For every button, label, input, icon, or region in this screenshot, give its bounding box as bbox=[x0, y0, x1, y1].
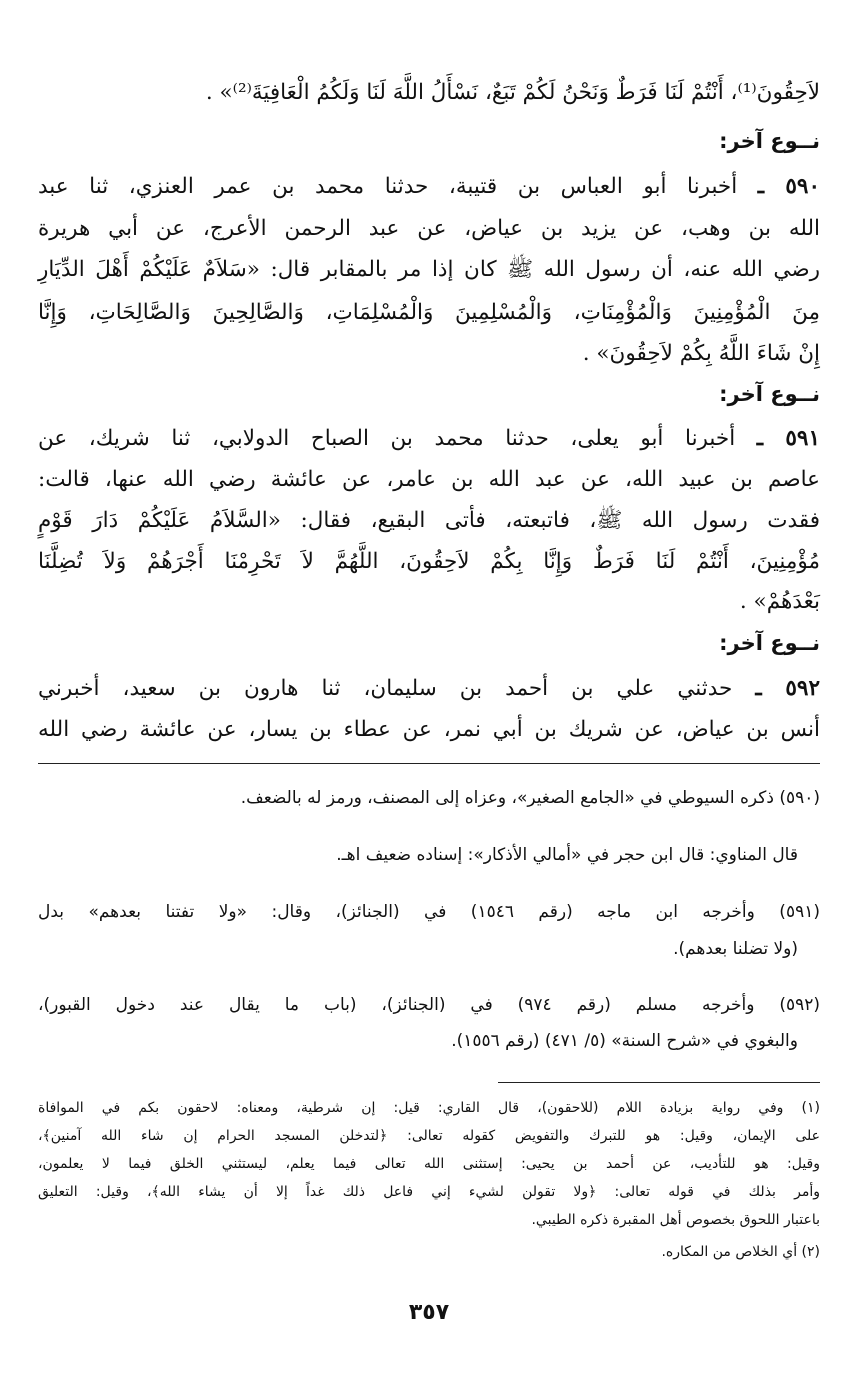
text-span: أخبرنا أبو العباس بن قتيبة، حدثنا محمد بن عمر العنزي، ثنا عبد bbox=[38, 174, 738, 199]
hadith-number-591: ٥٩١ ـ bbox=[756, 426, 820, 451]
section-heading: نــوع آخر: bbox=[719, 382, 820, 406]
takhrij-line: (٥٩٢) وأخرجه مسلم (رقم ٩٧٤) في (الجنائز)، (باب ما يقال عند دخول القبور)، bbox=[38, 995, 821, 1015]
footnote-line: على الإيمان، وقيل: هو للتبرك والتفويض كقوله تعالى: ﴿لتدخلن المسجد الحرام إن شاء الله آمنين﴾، bbox=[38, 1128, 820, 1144]
page-number: ٣٥٧ bbox=[408, 1300, 450, 1325]
footnote-line: (١) وفي رواية بزيادة اللام (للاحقون)، قال القاري: قيل: إن شرطية، ومعناه: لاحقون بكم في الموافاة bbox=[38, 1100, 820, 1116]
text-line: فقدت رسول الله ﷺ، فاتبعته، فأتى البقيع، فقال: «السَّلاَمُ عَلَيْكُمْ دَارَ قَوْمٍ bbox=[38, 508, 820, 533]
book-page bbox=[38, 0, 820, 1377]
text-line: رضي الله عنه، أن رسول الله ﷺ كان إذا مر بالمقابر قال: «سَلاَمٌ عَلَيْكُمْ أَهْلَ الدِّيَارِ bbox=[38, 257, 820, 282]
text-line: مِنَ الْمُؤْمِنِينَ وَالْمُؤْمِنَاتِ، وَالْمُسْلِمِينَ وَالْمُسْلِمَاتِ، وَالصَّالِحِينَ وَالصَّالِحَاتِ، وَإِنَّا bbox=[38, 300, 820, 325]
takhrij-line: (٥٩١) وأخرجه ابن ماجه (رقم ١٥٤٦) في (الجنائز)، وقال: «ولا تفتنا بعدهم» بدل bbox=[38, 902, 820, 922]
takhrij-line: (ولا تضلنا بعدهم). bbox=[673, 939, 798, 959]
text-line: لاَحِقُونَ⁽¹⁾، أَنْتُمْ لَنَا فَرَطٌ وَنَحْنُ لَكُمْ تَبَعٌ، نَسْأَلُ اللَّهَ لَنَا وَلَكُمُ الْعَافِيَةَ⁽²⁾» . bbox=[205, 80, 820, 105]
hadith-592-line bbox=[38, 670, 820, 708]
text-line: بَعْدَهُمْ» . bbox=[739, 589, 820, 614]
footnote-line: وقيل: هو للتأديب، عن أحمد بن يحيى: إستثنى الله تعالى فيما يعلم، ليستثني الخلق فيما لا يعلمون، bbox=[38, 1156, 820, 1172]
text-span: حدثني علي بن أحمد بن سليمان، ثنا هارون بن سعيد، أخبرني bbox=[38, 676, 733, 701]
footnote-divider bbox=[498, 1082, 820, 1083]
hadith-number-590: ٥٩٠ ـ bbox=[757, 174, 820, 199]
section-divider bbox=[38, 763, 820, 764]
text-line: الله بن وهب، عن يزيد بن عياض، عن عبد الرحمن الأعرج، عن أبي هريرة bbox=[38, 216, 820, 241]
text-line: إِنْ شَاءَ اللَّهُ بِكُمْ لاَحِقُونَ» . bbox=[582, 341, 820, 366]
footnote-line: (٢) أي الخلاص من المكاره. bbox=[661, 1244, 820, 1260]
text-line: مُؤْمِنِينَ، أَنْتُمْ لَنَا فَرَطٌ وَإِنَّا بِكُمْ لاَحِقُونَ، اللَّهُمَّ لاَ تَحْرِمْنَا أَجْرَهُمْ وَلاَ تُضِلَّنَا bbox=[38, 549, 820, 574]
section-heading: نــوع آخر: bbox=[719, 129, 820, 153]
text-span: أخبرنا أبو يعلى، حدثنا محمد بن الصباح الدولابي، ثنا شريك، عن bbox=[38, 426, 736, 451]
footnote-line: باعتبار اللحوق بخصوص أهل المقبرة ذكره الطيبي. bbox=[531, 1212, 820, 1228]
takhrij-line: (٥٩٠) ذكره السيوطي في «الجامع الصغير»، وعزاه إلى المصنف، ورمز له بالضعف. bbox=[240, 788, 820, 808]
takhrij-line: قال المناوي: قال ابن حجر في «أمالي الأذكار»: إسناده ضعيف اهـ. bbox=[336, 845, 798, 865]
text-line: عاصم بن عبيد الله، عن عبد الله بن عامر، عن عائشة رضي الله عنها، قالت: bbox=[38, 467, 820, 492]
text-line: أنس بن عياض، عن شريك بن أبي نمر، عن عطاء بن يسار، عن عائشة رضي الله bbox=[38, 717, 820, 742]
hadith-590-line bbox=[38, 168, 820, 206]
takhrij-line: والبغوي في «شرح السنة» (٥/ ٤٧١) (رقم ١٥٥٦). bbox=[451, 1031, 798, 1051]
hadith-number-592: ٥٩٢ ـ bbox=[755, 676, 820, 701]
section-heading: نــوع آخر: bbox=[719, 631, 820, 655]
hadith-591-line bbox=[38, 420, 820, 458]
footnote-line: وأمر بذلك في قوله تعالى: ﴿ولا تقولن لشيء إني فاعل ذلك غداً إلا أن يشاء الله﴾، وقيل: التعليق bbox=[38, 1184, 820, 1200]
